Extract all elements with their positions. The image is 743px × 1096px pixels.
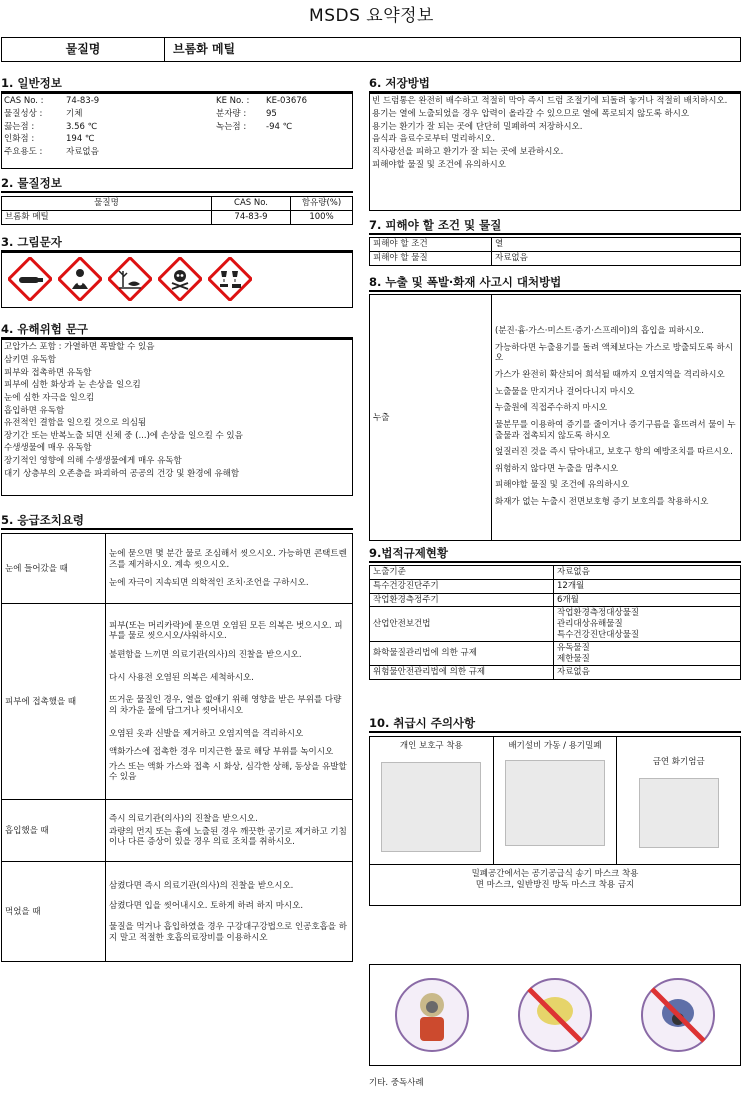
list-item: 눈에 묻으면 몇 분간 물로 조심해서 씻으시오. 가능하면 콘택트렌즈를 제거하시오. 계속 씻으시오. [109,548,347,570]
table-cell: 74-83-9 [212,211,291,225]
list-item: 수생생물에 매우 유독함 [4,443,92,454]
regulation-value [554,566,741,580]
section-hazard-statements [1,322,353,496]
handling-label: 개인 보호구 착용 [399,741,463,752]
info-row [2,121,352,134]
info-key: 녹는점 : [216,121,247,132]
handling-ppe [370,737,494,864]
section-leak-response [369,275,741,541]
list-item: 피해야할 물질 및 조건에 유의하시오 [495,480,629,491]
regulation-value-line: 유독물질 [557,643,590,654]
regulation-value-line: 작업환경측정대상물질 [557,608,640,619]
substance-name: 브롬화 메틸 [173,42,236,56]
info-row [2,146,352,159]
info-key: KE No. : [216,96,250,107]
regulation-name: 산업안전보건법 [370,607,554,642]
ppe-illustration [381,762,481,852]
list-item: 액화가스에 접촉한 경우 미지근한 물로 해당 부위를 녹이시오 [109,747,334,758]
list-item: (분진·흄·가스·미스트·증기·스프레이)의 흡입을 피하시오. [495,326,704,337]
list-item: 삼키면 유독함 [4,355,56,365]
substance-label: 물질명 [2,38,165,61]
list-item: 피부에 심한 화상과 눈 손상을 일으킴 [4,380,141,391]
list-item: 노출물을 만지거나 걸어다니지 마시오 [495,386,635,397]
section-title: 4. 유해위험 문구 [1,322,353,339]
footer-note: 기타. 중독사례 [369,1078,424,1088]
list-item: 용기는 환기가 잘 되는 곳에 단단히 밀폐하여 저장하시오. [372,121,583,132]
list-item: 삼켰다면 즉시 의료기관(의사)의 진찰을 받으시오. [109,880,294,891]
handling-label: 배기설비 가동 / 용기밀폐 [508,741,602,752]
regulation-name: 작업환경측정주기 [370,593,554,607]
ventilation-illustration [505,760,605,846]
regulation-name: 특수건강진단주기 [370,580,554,594]
health-hazard-icon [58,257,102,301]
section-title: 7. 피해야 할 조건 및 물질 [369,218,741,235]
info-value: 74-83-9 [66,96,100,107]
list-item: 빈 드럼통은 완전히 배수하고 적절히 막아 즉시 드럼 조절기에 되돌려 놓거나 적절히 배치하시오. [372,96,728,107]
handling-ventilation [494,737,618,864]
section-title: 2. 물질정보 [1,176,353,193]
info-value: 자료없음 [66,146,99,157]
list-item: 엎질러진 것을 즉시 닦아내고, 보호구 항의 예방조치를 따르시오. [495,447,733,458]
list-item: 눈에 심한 자극을 일으킴 [4,392,95,403]
regulation-value [554,593,741,607]
regulation-value-line: 특수건강진단대상물질 [557,629,640,640]
list-item: 고압가스 포함 : 가열하면 폭발할 수 있음 [4,342,155,353]
list-item: 과량의 먼지 또는 흄에 노출된 경우 깨끗한 공기로 제거하고 기침이나 다른 증상이 있을 경우 의료 조치를 취하시오. [109,826,347,848]
section-general-info [1,76,353,169]
regulation-value-line: 제한물질 [557,653,590,664]
section-title: 8. 누출 및 폭발·화재 사고시 대처방법 [369,275,741,292]
no-gas-mask-icon [638,975,718,1055]
no-dust-mask-icon [515,975,595,1055]
info-row [2,133,352,146]
section-handling [369,716,741,906]
note-line: 밀폐공간에서는 공기공급식 송기 마스크 착용 [471,869,639,880]
section-storage [369,76,741,211]
regulation-value [554,642,741,666]
list-item: 물질을 먹거나 흡입하였을 경우 구강대구강법으로 인공호흡을 하지 말고 적절한 호흡의료장비를 이용하시오 [109,921,347,943]
info-key: 분자량 : [216,109,247,119]
list-item: 유전적인 결함을 일으킬 것으로 의심됨 [4,418,147,429]
info-row [2,108,352,121]
page-title: MSDS 요약정보 [309,6,434,26]
section-title: 10. 취급시 주의사항 [369,716,741,733]
info-key: 물질성상 : [4,109,43,119]
respirator-illustration-icon [392,975,472,1055]
regulation-value-line: 자료없음 [557,667,590,678]
leak-category: 누출 [370,295,492,541]
table-cell: 피해야 할 조건 [370,238,492,252]
section-title: 9.법적규제현황 [369,546,741,563]
list-item: 피부와 접촉하면 유독함 [4,367,92,378]
regulation-value [554,607,741,642]
regulation-value [554,580,741,594]
gas-cylinder-icon [8,257,52,301]
list-item: 피해야할 물질 및 조건에 유의하시오 [372,159,506,170]
table-cell: 자료없음 [492,252,741,266]
regulation-value-line: 관리대상유해물질 [557,618,623,629]
handling-label: 금연 화기엄금 [652,757,705,768]
list-item: 가능하다면 누출용기를 돌려 액체보다는 가스로 방출되도록 하시오 [495,342,733,364]
no-smoking-illustration [639,778,719,848]
table-header: CAS No. [212,197,291,211]
list-item: 다시 사용전 오염된 의복은 세척하시오. [109,672,254,683]
list-item: 장기간 또는 반복노출 되면 신체 중 (...)에 손상을 일으킬 수 있음 [4,430,243,441]
regulation-value-line: 6개월 [557,594,579,605]
list-item: 가스 또는 액화 가스와 접촉 시 화상, 심각한 상해, 동상을 유발할 수 있음 [109,761,347,783]
list-item: 가스가 완전히 확산되어 희석될 때까지 오염지역을 격리하시오 [495,370,725,380]
list-item: 뜨거운 물질인 경우, 열을 없애기 위해 영향을 받은 부위를 다량의 차가운 물에 담그거나 씻어내시오 [109,695,342,716]
section-avoid [369,218,741,266]
handling-note [370,865,740,905]
regulation-name: 화학물질관리법에 의한 규제 [370,642,554,666]
info-value: 3.56 ℃ [66,121,98,132]
regulation-value-line: 12개월 [557,581,585,591]
list-item: 대기 상층부의 오존층을 파괴하여 공공의 건강 및 환경에 유해함 [4,468,240,479]
first-aid-category: 피부에 접촉했을 때 [2,604,106,800]
section-substance-info [1,176,353,225]
first-aid-category: 먹었을 때 [2,862,106,962]
environment-icon [108,257,152,301]
list-item: 불편함을 느끼면 의료기관(의사)의 진찰을 받으시오. [109,650,302,660]
first-aid-category: 흡입했을 때 [2,800,106,862]
list-item: 음식과 음료수로부터 멀리하시오. [372,134,496,145]
list-item: 화재가 없는 누출시 전면보호형 증기 보호의를 착용하시오 [495,497,709,507]
regulation-value-line: 자료없음 [557,567,590,578]
list-item: 직사광선을 피하고 환기가 잘 되는 곳에 보관하시오. [372,146,564,157]
regulation-value [554,666,741,680]
table-header: 물질명 [2,197,212,211]
list-item: 용기는 열에 노출되었을 경우 압력이 올라갈 수 있으므로 열에 폭로되지 않도록 하시오 [372,109,690,119]
substance-name-bar [1,37,741,62]
section-first-aid [1,513,353,962]
list-item: 위험하지 않다면 누출을 멈추시오 [495,463,619,474]
section-title: 3. 그림문자 [1,235,353,252]
corrosion-icon [208,257,252,301]
list-item: 피부(또는 머리카락)에 묻으면 오염된 모든 의복은 벗으시오. 피부를 물로 씻으시오/샤워하시오. [109,620,343,642]
list-item: 물분무를 이용하여 증기를 줄이거나 증기구름을 흩뜨려서 물이 누출물과 접촉되지 않도록 하시오 [495,419,736,441]
table-cell: 피해야 할 물질 [370,252,492,266]
list-item: 즉시 의료기관(의사)의 진찰을 받으시오. [109,813,258,824]
info-value: 194 ℃ [66,134,95,145]
list-item: 누출원에 직접주수하지 마시오 [495,403,608,414]
list-item: 오염된 옷과 신발을 제거하고 오염지역을 격리하시오 [109,728,304,739]
list-item: 삼켰다면 입을 씻어내시오. 토하게 하려 하지 마시오. [109,901,304,912]
info-key: 끓는점 : [4,121,35,132]
info-key: 인화점 : [4,134,35,145]
skull-crossbones-icon [158,257,202,301]
note-line: 면 마스크, 일반방진 방독 마스크 착용 금지 [475,880,635,890]
handling-no-smoking [617,737,740,864]
info-value: -94 ℃ [266,121,293,132]
table-header: 함유량(%) [291,197,353,211]
section-title: 1. 일반정보 [1,76,353,93]
section-title: 5. 응급조치요령 [1,513,353,530]
regulation-name: 노출기준 [370,566,554,580]
table-cell: 열 [492,238,741,252]
section-title: 6. 저장방법 [369,76,741,93]
info-key: 주요용도 : [4,146,43,157]
info-value: 기체 [66,109,83,119]
list-item: 장기적인 영향에 의해 수생생물에게 매우 유독함 [4,456,182,466]
info-row [2,95,352,108]
section-regulations [369,546,741,680]
regulation-name: 위험물안전관리법에 의한 규제 [370,666,554,680]
section-pictograms [1,235,353,308]
first-aid-category: 눈에 들어갔을 때 [2,534,106,604]
table-cell: 브롬화 메틸 [2,211,212,225]
table-cell: 100% [291,211,353,225]
safety-gear-illustrations [369,964,741,1066]
info-key: CAS No. : [4,96,44,107]
info-value: 95 [266,109,277,119]
list-item: 눈에 자극이 지속되면 의학적인 조치·조언을 구하시오. [109,578,309,589]
info-value: KE-03676 [266,96,308,107]
list-item: 흡입하면 유독함 [4,405,65,416]
